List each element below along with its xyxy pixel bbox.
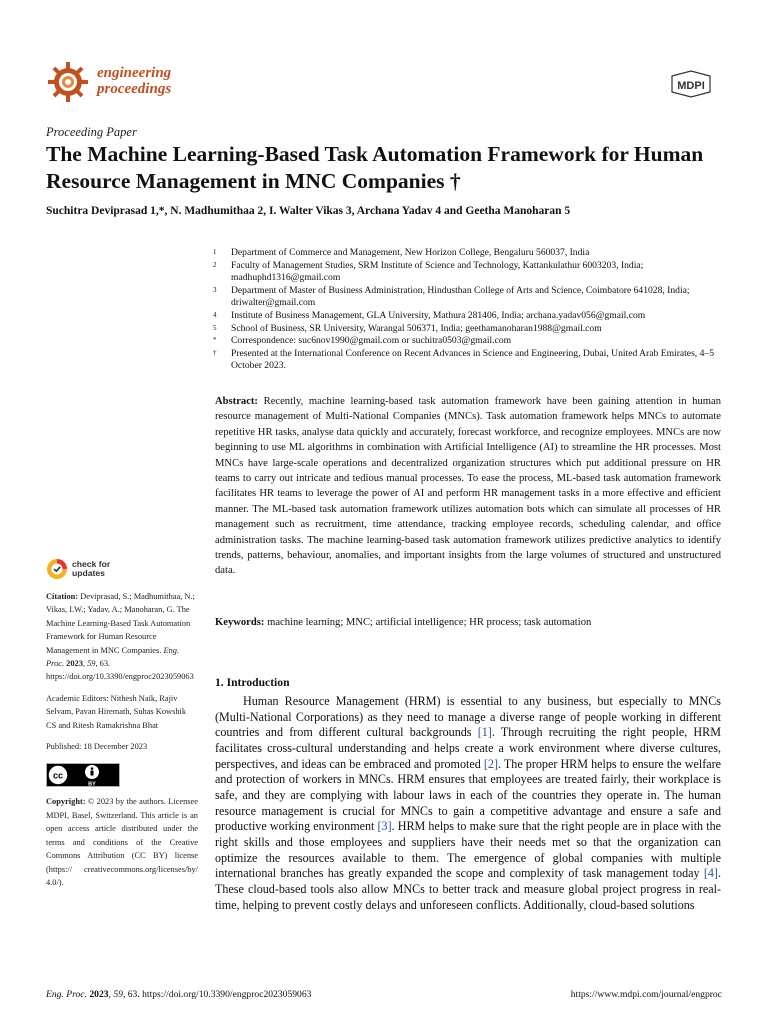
- footer-journal-url[interactable]: https://www.mdpi.com/journal/engproc: [570, 989, 722, 1000]
- affiliation-list: [213, 247, 733, 373]
- journal-name: [97, 65, 171, 97]
- affiliation-mark: 3: [213, 285, 217, 294]
- affiliation-mark: 1: [213, 248, 217, 256]
- publisher-name: MDPI: [677, 80, 705, 92]
- check-updates-line2: updates: [72, 568, 105, 578]
- citation-link[interactable]: [3]: [377, 819, 392, 834]
- footer-journal: Eng. Proc.: [46, 989, 87, 1000]
- sidebar: [46, 556, 198, 889]
- journal-name-line1: engineering: [97, 65, 172, 81]
- citation-link[interactable]: [1]: [477, 725, 492, 740]
- intro-text: Human Resource Management (HRM) is essential to any business, but especially to MNCs (Multi-National Corporations) as they need to manage a diverse range of people working in different countries and from different cultural backgrounds: [215, 694, 721, 740]
- cc-badge-text: BY: [88, 781, 96, 788]
- citation-link[interactable]: [4]: [703, 866, 718, 881]
- copyright-text: © 2023 by the authors. Licensee MDPI, Basel, Switzerland. This article is an open access article distributed under the terms and conditions of the Creative Commons Attribution (CC BY) license (https:// creativecommons.org/licenses/by/ 4.0/).: [46, 797, 198, 887]
- citation-link[interactable]: [2]: [483, 756, 498, 771]
- footer-citation: [46, 989, 311, 1000]
- citation-year: 2023: [64, 659, 83, 669]
- journal-name-line2: proceedings: [97, 81, 172, 97]
- footer-volume: , 59: [108, 989, 123, 1000]
- affiliation-item: [213, 247, 733, 260]
- intro-text: . Through recruiting the right people, HRM facilitates cross-cultural understanding and helps create a work environment where diverse cultures, perspectives, and ideas can be embraced and promoted: [215, 725, 721, 771]
- affiliation-item: [213, 310, 733, 323]
- paper-title: The Machine Learning-Based Task Automation Framework for Human Resource Management in MNC Companies †: [46, 142, 704, 193]
- cc-by-license-icon[interactable]: [46, 763, 120, 787]
- citation-text: Deviprasad, S.; Madhumithaa, N.; Vikas, I.W.; Yadav, A.; Manoharan, G. The Machine Learning-Based Task Automation Framework for Human Resource Management in MNC Companies.: [46, 592, 195, 655]
- affiliation-text: Presented at the International Conference on Recent Advances in Science and Engineering, Dubai, United Arab Emirates, 4–5 October 2023.: [231, 347, 714, 372]
- affiliation-mark: †: [213, 348, 217, 357]
- citation-journal: Eng. Proc.: [46, 645, 180, 669]
- affiliation-text: School of Business, SR University, Warangal 506371, India; geethamanoharan1988@gmail.com: [231, 322, 602, 334]
- keywords-text: machine learning; MNC; artificial intelligence; HR process; task automation: [264, 617, 592, 628]
- intro-text: . The proper HRM helps to ensure the welfare and protection of workers in MNCs. HRM ensures that employees are treated fairly, their workplace is safe, and they are complying with labour laws in each of the countries they operate in. The human resource management is crucial for MNCs to gain a competitive advantage and ensure a safe and productive working environment: [215, 756, 721, 834]
- affiliation-mark: *: [213, 336, 217, 345]
- footer-doi[interactable]: , 63. https://doi.org/10.3390/engproc2023059063: [122, 989, 312, 1000]
- affiliation-item: [213, 335, 733, 348]
- affiliation-text: Correspondence: suc6nov1990@gmail.com or suchitra0503@gmail.com: [231, 335, 512, 347]
- check-updates-line1: check for: [72, 559, 111, 569]
- check-for-updates-button[interactable]: [46, 556, 198, 582]
- affiliation-text: Department of Commerce and Management, New Horizon College, Bengaluru 560037, India: [231, 247, 590, 258]
- citation-volume: , 59: [82, 659, 96, 669]
- page-header: [46, 58, 722, 108]
- keywords: [215, 615, 721, 630]
- published-date: Published: 18 December 2023: [46, 742, 148, 752]
- article-type: Proceeding Paper: [46, 125, 137, 139]
- author-list: Suchitra Deviprasad 1,*, N. Madhumithaa 2, I. Walter Vikas 3, Archana Yadav 4 and Geetha Manoharan 5: [46, 205, 571, 217]
- affiliation-text: Faculty of Management Studies, SRM Institute of Science and Technology, Kattankulathur 6003203, India; madhuphd1316@gmail.com: [231, 259, 644, 284]
- abstract-label: Abstract:: [215, 396, 258, 407]
- copyright-block: [46, 795, 198, 889]
- affiliation-item: [213, 323, 733, 336]
- journal-logo-icon: [46, 60, 90, 104]
- citation-doi[interactable]: , 63. https://doi.org/10.3390/engproc2023059063: [46, 659, 194, 682]
- affiliation-mark: 4: [213, 310, 217, 319]
- abstract-text: Recently, machine learning-based task automation framework have been gaining attention in human resource management of Multi-National Companies (MNCs). Task automation framework helps MNCs to automate repetitive HR tasks, analyse data quickly and accurately, forecast workforce, and recognize employees. MNCs are now beginning to use ML algorithms in combination with Artificial Intelligence (AI) to streamline the HR processes. Most MNCs have large-scale operations and decentralized organization structures which put additional pressure on HR teams to carry out intricate and tedious manual processes. To ease the process, ML-based task automation framework facilitates HR teams to leverage the power of AI and perform HR management tasks in a more effective and efficient manner. The ML-based task automation framework utilizes automation bots which can simulate all processes of HR management such as recruitment, time attendance, tracking employee records, scheduling calendar, and office administration tasks. The machine learning-based task automation framework utilizes predictive analytics to identify trends, patterns, behaviour, anomalies, and important insights from the large volumes of structured and unstructured data.: [215, 396, 721, 577]
- affiliation-item: [213, 348, 733, 373]
- affiliation-mark: 2: [213, 260, 217, 269]
- intro-text: . HRM helps to make sure that the right people are in place with the right skills and those employees and suppliers have their needs met so that the organization can optimize the resources available to them. The emergence of global companies with multiple international branches has greatly expanded the scope and complexity of task management today: [215, 819, 721, 881]
- affiliation-item: [213, 285, 733, 310]
- citation-block: [46, 590, 198, 684]
- copyright-label: Copyright:: [46, 797, 86, 807]
- page-footer: [46, 989, 722, 1000]
- affiliation-mark: 5: [213, 323, 217, 332]
- section-heading: 1. Introduction: [215, 676, 290, 689]
- affiliation-text: Institute of Business Management, GLA University, Mathura 281406, India; archana.yadav056@gmail.com: [231, 309, 646, 321]
- affiliation-item: [213, 260, 733, 285]
- abstract: [215, 394, 721, 579]
- check-updates-icon: [46, 558, 68, 580]
- academic-editors: Academic Editors: Nithesh Naik, Rajiv Selvam, Pavan Hiremath, Suhas Kowshik CS and Ritesh Ramakrishna Bhat: [46, 693, 187, 730]
- citation-label: Citation:: [46, 592, 79, 601]
- check-updates-label: [72, 560, 110, 578]
- intro-text: . These cloud-based tools also allow MNCs to better track and measure global project progress in real-time, helping to prevent costly delays and unforeseen conflicts. Additionally, cloud-based solutions: [215, 866, 721, 912]
- keywords-label: Keywords:: [215, 617, 265, 628]
- svg-text:cc: cc: [52, 770, 64, 781]
- introduction-paragraph: [215, 694, 721, 913]
- affiliation-text: Department of Master of Business Administration, Hindusthan College of Arts and Science, Coimbatore 641028, India; driwalter@gmail.com: [231, 284, 690, 309]
- mdpi-logo-icon: [666, 70, 716, 98]
- footer-year: 2023: [86, 989, 109, 1000]
